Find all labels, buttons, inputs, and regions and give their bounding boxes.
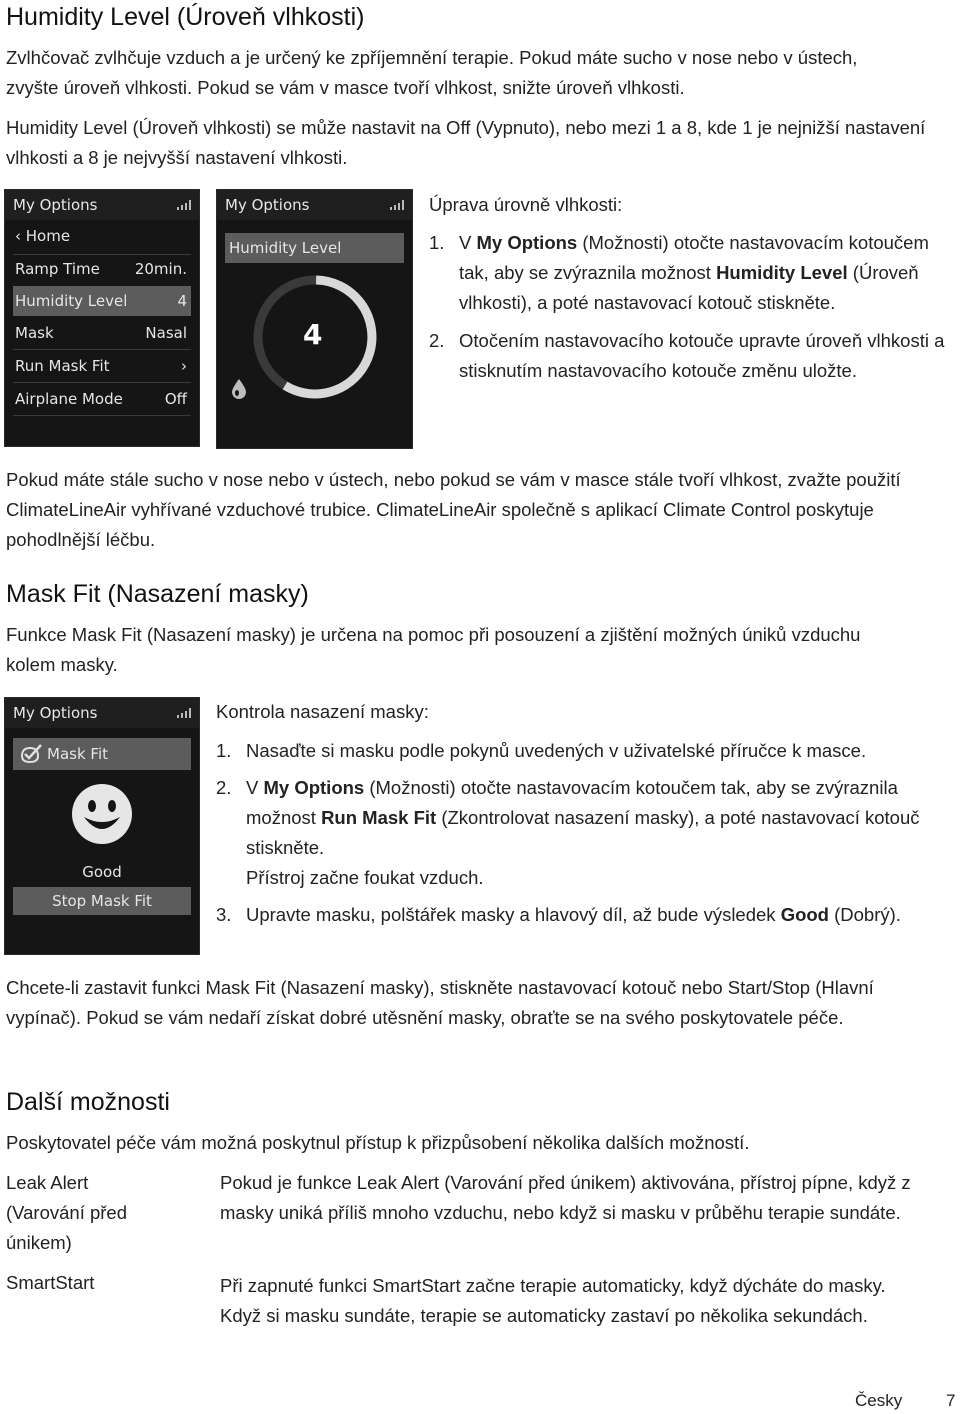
humidity-value: 4 xyxy=(303,318,323,351)
menu-item-home[interactable]: ‹ Home xyxy=(15,227,71,245)
menu-item-run-mask-fit[interactable]: Run Mask Fit › xyxy=(15,357,187,375)
menu-item-ramp-time[interactable]: Ramp Time 20min. xyxy=(15,260,187,278)
desc-smartstart: Při zapnuté funkci SmartStart začne terapie automaticky, když dýcháte do masky. Když si masku sundáte, terapie se automaticky zastaví po několika sekundách. xyxy=(220,1275,886,1326)
screen-title: My Options xyxy=(225,196,310,214)
device-screen-mask-fit xyxy=(4,697,200,955)
chevron-left-icon: ‹ xyxy=(15,227,26,245)
divider xyxy=(13,415,191,416)
divider xyxy=(13,349,191,350)
step-item: 1. V My Options (Možnosti) otočte nastavovacím kotoučem tak, aby se zvýraznila možnost Humidity Level (Úroveň vlhkosti), a poté nastavovací kotouč stiskněte. xyxy=(429,232,929,313)
term-smartstart: SmartStart xyxy=(6,1272,95,1293)
mask-fit-intro: Funkce Mask Fit (Nasazení masky) je určena na pomoc při posouzení a zjištění možných úniků vzduchu kolem masky. xyxy=(6,624,861,675)
humidity-steps xyxy=(429,228,949,386)
climateline-paragraph: Pokud máte stále sucho v nose nebo v ústech, nebo pokud se vám v masce stále tvoří vlhkost, zvažte použití ClimateLineAir vyhřívané vzduchové trubice. ClimateLineAir společně s aplikací Climate Control poskytuje pohodlnější léčbu. xyxy=(6,469,901,550)
device-screen-humidity xyxy=(216,189,413,449)
desc-leak-alert: Pokud je funkce Leak Alert (Varování před únikem) aktivována, přístroj pípne, když z masky uniká příliš mnoho vzduchu, nebo když si masku v průběhu terapie sundáte. xyxy=(220,1172,911,1223)
step-item: 3. Upravte masku, polštářek masky a hlavový díl, až bude výsledek Good (Dobrý). xyxy=(216,904,901,925)
signal-icon xyxy=(177,708,191,718)
mask-fit-item: Mask Fit xyxy=(13,738,191,770)
section-heading-mask-fit: Mask Fit (Nasazení masky) xyxy=(6,580,309,608)
screen-header xyxy=(5,190,199,220)
mask-check-icon xyxy=(19,743,43,765)
step-item: 2. Otočením nastavovacího kotouče upravte úroveň vlhkosti a stisknutím nastavovacího kotouče změnu uložte. xyxy=(429,330,945,381)
menu-item-mask[interactable]: Mask Nasal xyxy=(15,324,187,342)
menu-item-humidity-level[interactable]: Humidity Level 4 xyxy=(13,286,191,316)
device-screen-menu xyxy=(4,189,200,447)
step-item: 1. Nasaďte si masku podle pokynů uvedených v uživatelské příručce k masce. xyxy=(216,740,867,761)
humidity-instructions-title: Úprava úrovně vlhkosti: xyxy=(429,194,623,215)
divider xyxy=(13,382,191,383)
menu-item-airplane-mode[interactable]: Airplane Mode Off xyxy=(15,390,187,408)
step-item: 2. V My Options (Možnosti) otočte nastavovacím kotoučem tak, aby se zvýraznila možnost Run Mask Fit (Zkontrolovat nasazení masky), a poté nastavovací kotouč stiskněte. Přístroj začne foukat vzduch. xyxy=(216,777,920,888)
section-heading-other: Další možnosti xyxy=(6,1088,170,1116)
humidity-intro: Zvlhčovač zvlhčuje vzduch a je určený ke zpříjemnění terapie. Pokud máte sucho v nose nebo v ústech, zvyšte úroveň vlhkosti. Pokud se vám v masce tvoří vlhkost, snižte úroveň vlhkosti. xyxy=(6,47,858,98)
stop-mask-fit-button[interactable]: Stop Mask Fit xyxy=(13,887,191,915)
term-leak-alert: Leak Alert (Varování před únikem) xyxy=(6,1172,127,1253)
screen-header xyxy=(5,698,199,728)
humidity-range-text: Humidity Level (Úroveň vlhkosti) se může nastavit na Off (Vypnuto), nebo mezi 1 a 8, kde 1 je nejnižší nastavení vlhkosti a 8 je nejvyšší nastavení vlhkosti. xyxy=(6,117,926,168)
mask-fit-steps xyxy=(216,736,956,930)
screen-title: My Options xyxy=(13,196,98,214)
section-heading-humidity: Humidity Level (Úroveň vlhkosti) xyxy=(6,3,365,31)
smiley-face-icon xyxy=(71,783,133,845)
page-number: 7 xyxy=(946,1391,956,1410)
mask-fit-result: Good xyxy=(82,863,122,881)
chevron-right-icon: › xyxy=(181,357,187,375)
water-drop-icon xyxy=(231,378,247,400)
mask-fit-instructions-title: Kontrola nasazení masky: xyxy=(216,701,429,722)
selected-setting[interactable]: Humidity Level xyxy=(225,233,404,263)
screen-title: My Options xyxy=(13,704,98,722)
signal-icon xyxy=(177,200,191,210)
other-intro: Poskytovatel péče vám možná poskytnul přístup k přizpůsobení několika dalších možností. xyxy=(6,1132,750,1153)
mask-fit-stop-paragraph: Chcete-li zastavit funkci Mask Fit (Nasazení masky), stiskněte nastavovací kotouč nebo Start/Stop (Hlavní vypínač). Pokud se vám nedaří získat dobré utěsnění masky, obraťte se na svého poskytovatele péče. xyxy=(6,977,874,1028)
footer-language: Česky xyxy=(855,1391,903,1410)
